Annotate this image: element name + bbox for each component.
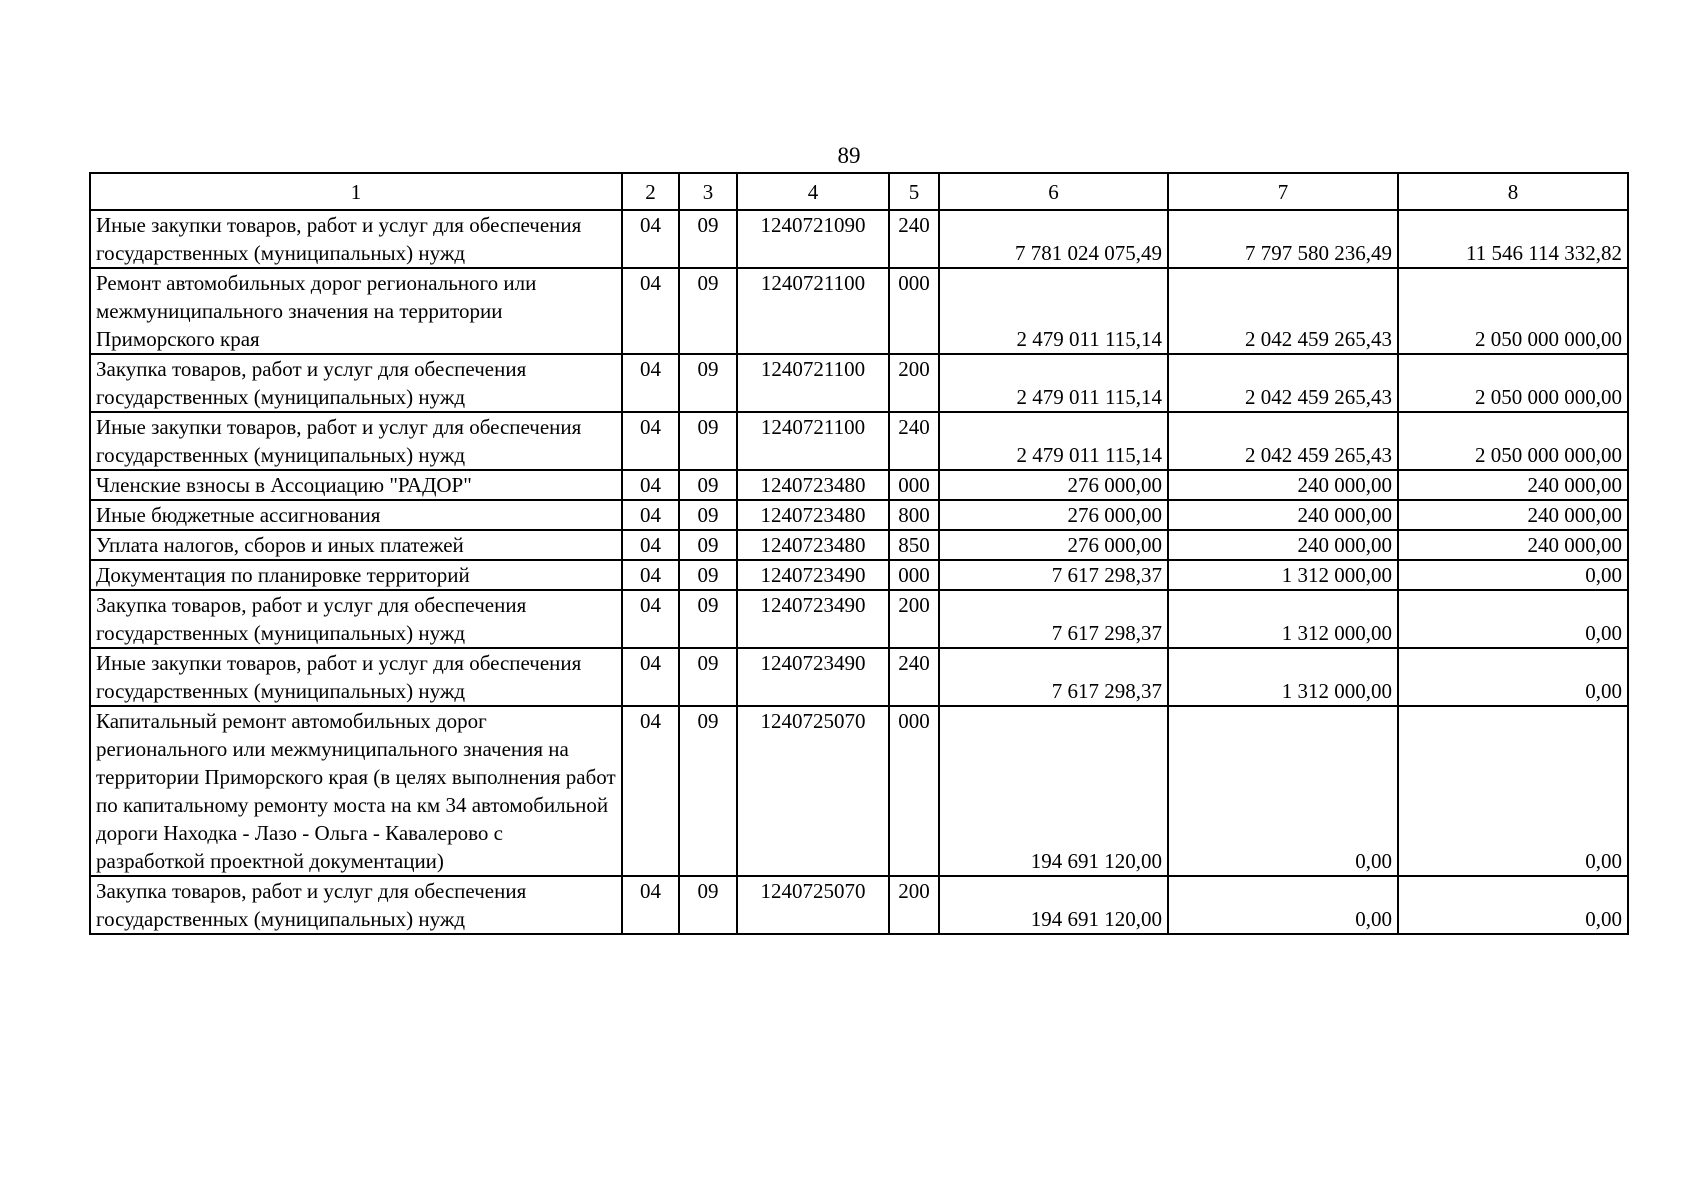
column-header: 7 [1168, 173, 1398, 210]
section-code: 04 [622, 210, 679, 268]
row-name: Иные закупки товаров, работ и услуг для обеспечения государственных (муниципальных) нужд [90, 412, 622, 470]
amount-col-7: 1 312 000,00 [1168, 560, 1398, 590]
table-row [90, 470, 1628, 500]
table-row [90, 560, 1628, 590]
amount-col-8: 0,00 [1398, 560, 1628, 590]
row-name: Иные закупки товаров, работ и услуг для обеспечения государственных (муниципальных) нужд [90, 648, 622, 706]
amount-col-6: 2 479 011 115,14 [939, 268, 1168, 354]
amount-col-6: 2 479 011 115,14 [939, 354, 1168, 412]
column-header: 4 [737, 173, 889, 210]
section-code: 04 [622, 560, 679, 590]
expense-type-code: 240 [889, 412, 939, 470]
subsection-code: 09 [679, 590, 737, 648]
target-article-code: 1240725070 [737, 876, 889, 934]
subsection-code: 09 [679, 500, 737, 530]
amount-col-7: 240 000,00 [1168, 500, 1398, 530]
page-number: 89 [837, 143, 861, 168]
target-article-code: 1240721100 [737, 412, 889, 470]
section-code: 04 [622, 354, 679, 412]
target-article-code: 1240721090 [737, 210, 889, 268]
expense-type-code: 240 [889, 648, 939, 706]
amount-col-7: 1 312 000,00 [1168, 648, 1398, 706]
row-name: Ремонт автомобильных дорог регионального или межмуниципального значения на территории Приморского края [90, 268, 622, 354]
amount-col-7: 240 000,00 [1168, 530, 1398, 560]
amount-col-7: 0,00 [1168, 706, 1398, 876]
table-row [90, 706, 1628, 876]
amount-col-7: 240 000,00 [1168, 470, 1398, 500]
amount-col-6: 276 000,00 [939, 470, 1168, 500]
row-name: Документация по планировке территорий [90, 560, 622, 590]
subsection-code: 09 [679, 648, 737, 706]
subsection-code: 09 [679, 268, 737, 354]
target-article-code: 1240721100 [737, 268, 889, 354]
table-row [90, 354, 1628, 412]
subsection-code: 09 [679, 560, 737, 590]
expense-type-code: 200 [889, 354, 939, 412]
expense-type-code: 200 [889, 590, 939, 648]
amount-col-6: 194 691 120,00 [939, 706, 1168, 876]
expense-type-code: 000 [889, 706, 939, 876]
table-row [90, 268, 1628, 354]
column-header: 5 [889, 173, 939, 210]
table-row [90, 590, 1628, 648]
section-code: 04 [622, 590, 679, 648]
amount-col-6: 2 479 011 115,14 [939, 412, 1168, 470]
subsection-code: 09 [679, 354, 737, 412]
target-article-code: 1240723490 [737, 648, 889, 706]
amount-col-7: 2 042 459 265,43 [1168, 354, 1398, 412]
row-name: Членские взносы в Ассоциацию "РАДОР" [90, 470, 622, 500]
section-code: 04 [622, 268, 679, 354]
budget-table [89, 172, 1629, 935]
amount-col-7: 7 797 580 236,49 [1168, 210, 1398, 268]
amount-col-7: 2 042 459 265,43 [1168, 412, 1398, 470]
table-row [90, 648, 1628, 706]
table-row [90, 530, 1628, 560]
amount-col-8: 2 050 000 000,00 [1398, 412, 1628, 470]
subsection-code: 09 [679, 412, 737, 470]
amount-col-8: 2 050 000 000,00 [1398, 354, 1628, 412]
target-article-code: 1240725070 [737, 706, 889, 876]
section-code: 04 [622, 530, 679, 560]
expense-type-code: 000 [889, 268, 939, 354]
amount-col-6: 7 617 298,37 [939, 560, 1168, 590]
target-article-code: 1240723490 [737, 560, 889, 590]
expense-type-code: 000 [889, 560, 939, 590]
row-name: Закупка товаров, работ и услуг для обеспечения государственных (муниципальных) нужд [90, 354, 622, 412]
table-row [90, 500, 1628, 530]
amount-col-7: 0,00 [1168, 876, 1398, 934]
section-code: 04 [622, 648, 679, 706]
column-header: 2 [622, 173, 679, 210]
row-name: Уплата налогов, сборов и иных платежей [90, 530, 622, 560]
table-row [90, 210, 1628, 268]
expense-type-code: 200 [889, 876, 939, 934]
column-header: 3 [679, 173, 737, 210]
subsection-code: 09 [679, 530, 737, 560]
amount-col-6: 7 617 298,37 [939, 590, 1168, 648]
target-article-code: 1240721100 [737, 354, 889, 412]
section-code: 04 [622, 412, 679, 470]
section-code: 04 [622, 500, 679, 530]
amount-col-8: 0,00 [1398, 648, 1628, 706]
header-row [90, 173, 1628, 210]
subsection-code: 09 [679, 470, 737, 500]
table-row [90, 412, 1628, 470]
subsection-code: 09 [679, 210, 737, 268]
table-row [90, 876, 1628, 934]
row-name: Закупка товаров, работ и услуг для обеспечения государственных (муниципальных) нужд [90, 590, 622, 648]
row-name: Иные закупки товаров, работ и услуг для обеспечения государственных (муниципальных) нужд [90, 210, 622, 268]
amount-col-6: 276 000,00 [939, 530, 1168, 560]
row-name: Капитальный ремонт автомобильных дорог регионального или межмуниципального значения на территории Приморского края (в целях выполнения работ по капитальному ремонту моста на км 34 автомобильной дороги Находка - Лазо - Ольга - Кавалерово с разработкой проектной документации) [90, 706, 622, 876]
amount-col-6: 7 781 024 075,49 [939, 210, 1168, 268]
expense-type-code: 000 [889, 470, 939, 500]
column-header: 8 [1398, 173, 1628, 210]
section-code: 04 [622, 470, 679, 500]
section-code: 04 [622, 706, 679, 876]
amount-col-8: 0,00 [1398, 876, 1628, 934]
amount-col-8: 11 546 114 332,82 [1398, 210, 1628, 268]
target-article-code: 1240723480 [737, 500, 889, 530]
target-article-code: 1240723480 [737, 530, 889, 560]
row-name: Закупка товаров, работ и услуг для обеспечения государственных (муниципальных) нужд [90, 876, 622, 934]
amount-col-6: 7 617 298,37 [939, 648, 1168, 706]
amount-col-7: 1 312 000,00 [1168, 590, 1398, 648]
amount-col-8: 240 000,00 [1398, 470, 1628, 500]
subsection-code: 09 [679, 876, 737, 934]
column-header: 6 [939, 173, 1168, 210]
expense-type-code: 850 [889, 530, 939, 560]
subsection-code: 09 [679, 706, 737, 876]
target-article-code: 1240723490 [737, 590, 889, 648]
amount-col-6: 276 000,00 [939, 500, 1168, 530]
amount-col-6: 194 691 120,00 [939, 876, 1168, 934]
section-code: 04 [622, 876, 679, 934]
amount-col-8: 240 000,00 [1398, 530, 1628, 560]
amount-col-8: 0,00 [1398, 706, 1628, 876]
expense-type-code: 240 [889, 210, 939, 268]
amount-col-8: 2 050 000 000,00 [1398, 268, 1628, 354]
expense-type-code: 800 [889, 500, 939, 530]
target-article-code: 1240723480 [737, 470, 889, 500]
amount-col-8: 240 000,00 [1398, 500, 1628, 530]
row-name: Иные бюджетные ассигнования [90, 500, 622, 530]
column-header: 1 [90, 173, 622, 210]
amount-col-7: 2 042 459 265,43 [1168, 268, 1398, 354]
amount-col-8: 0,00 [1398, 590, 1628, 648]
